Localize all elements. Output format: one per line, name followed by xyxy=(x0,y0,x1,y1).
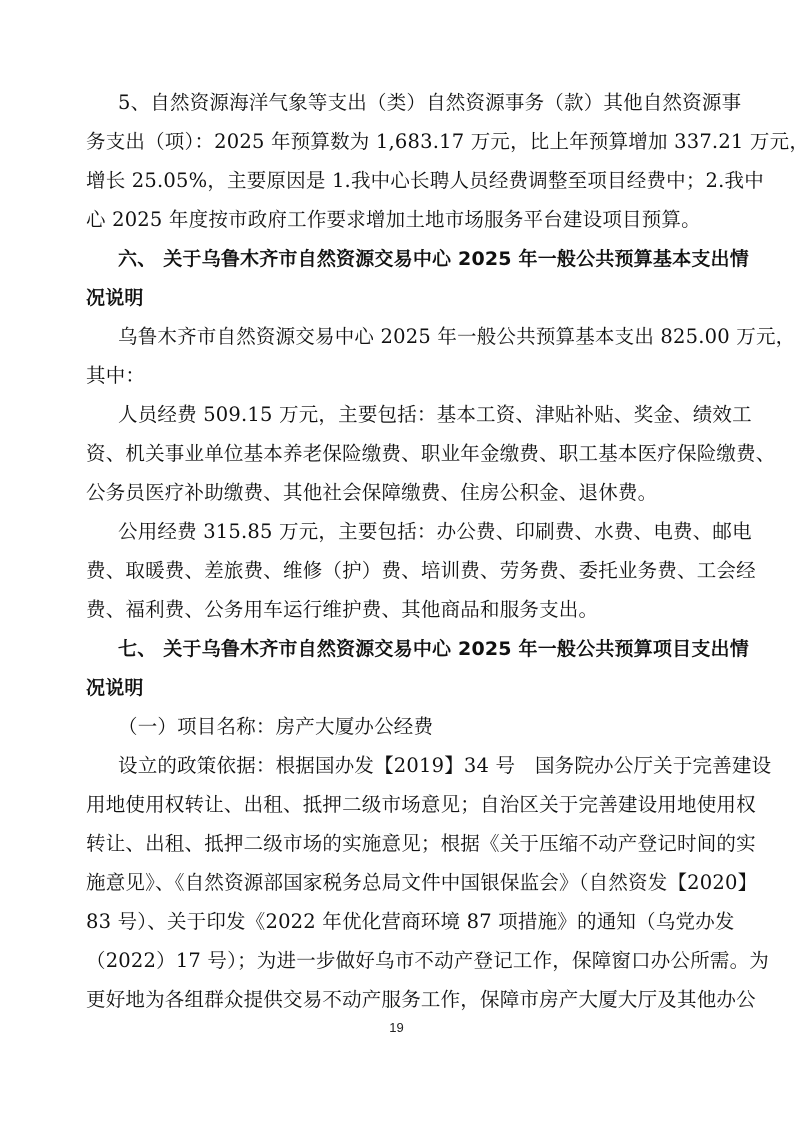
section-heading: 六、 关于乌鲁木齐市自然资源交易中心 2025 年一般公共预算基本支出情 xyxy=(118,248,749,270)
paragraph-line: 心 2025 年度按市政府工作要求增加土地市场服务平台建设项目预算。 xyxy=(86,208,701,231)
paragraph-line: 设立的政策依据：根据国办发【2019】34 号 国务院办公厅关于完善建设 xyxy=(118,754,772,777)
paragraph-line: 公务员医疗补助缴费、其他社会保障缴费、住房公积金、退休费。 xyxy=(86,481,658,504)
paragraph-line: 费、取暖费、差旅费、维修（护）费、培训费、劳务费、委托业务费、工会经 xyxy=(86,559,756,582)
paragraph-line: 83 号）、关于印发《2022 年优化营商环境 87 项措施》的通知（乌党办发 xyxy=(86,910,735,933)
paragraph-line: 5、自然资源海洋气象等支出（类）自然资源事务（款）其他自然资源事 xyxy=(118,91,742,114)
paragraph-line: 务支出（项）：2025 年预算数为 1,683.17 万元，比上年预算增加 337.21 万元， xyxy=(86,130,809,153)
paragraph-line: （2022）17 号）；为进一步做好乌市不动产登记工作，保障窗口办公所需。为 xyxy=(86,949,769,972)
paragraph-line: 转让、出租、抵押二级市场的实施意见；根据《关于压缩不动产登记时间的实 xyxy=(86,832,756,855)
paragraph-line: 用地使用权转让、出租、抵押二级市场意见；自治区关于完善建设用地使用权 xyxy=(86,793,756,816)
paragraph-line: 乌鲁木齐市自然资源交易中心 2025 年一般公共预算基本支出 825.00 万元， xyxy=(118,325,796,348)
paragraph-line: 施意见》、《自然资源部国家税务总局文件中国银保监会》（自然资发【2020】 xyxy=(86,871,758,894)
page-number: 19 xyxy=(389,1020,404,1035)
paragraph-line: 其中： xyxy=(86,364,146,387)
section-heading: 七、 关于乌鲁木齐市自然资源交易中心 2025 年一般公共预算项目支出情 xyxy=(118,638,749,660)
section-heading: 况说明 xyxy=(86,287,144,309)
paragraph-line: 人员经费 509.15 万元，主要包括：基本工资、津贴补贴、奖金、绩效工 xyxy=(118,403,752,426)
paragraph-line: 费、福利费、公务用车运行维护费、其他商品和服务支出。 xyxy=(86,598,599,621)
section-heading: 况说明 xyxy=(86,677,144,699)
paragraph-line: 资、机关事业单位基本养老保险缴费、职业年金缴费、职工基本医疗保险缴费、 xyxy=(86,442,776,465)
subsection-title: （一）项目名称：房产大厦办公经费 xyxy=(118,715,434,738)
paragraph-line: 更好地为各组群众提供交易不动产服务工作，保障市房产大厦大厅及其他办公 xyxy=(86,988,756,1011)
paragraph-line: 公用经费 315.85 万元，主要包括：办公费、印刷费、水费、电费、邮电 xyxy=(118,520,752,543)
paragraph-line: 增长 25.05%，主要原因是 1.我中心长聘人员经费调整至项目经费中；2.我中 xyxy=(86,169,764,192)
